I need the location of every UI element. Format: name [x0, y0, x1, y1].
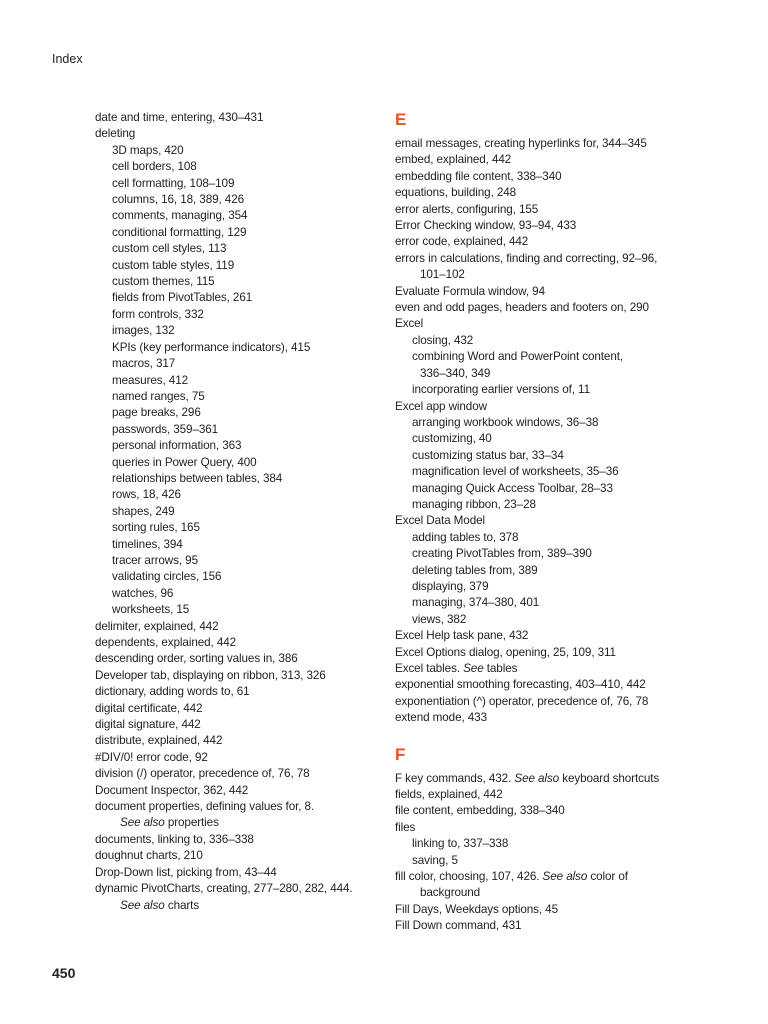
index-entry: Excel [395, 317, 424, 331]
index-entry: Document Inspector, 362, 442 [95, 783, 249, 797]
index-subentry: measures, 412 [112, 373, 189, 387]
index-subentry: managing ribbon, 23–28 [412, 497, 536, 511]
index-entry: Developer tab, displaying on ribbon, 313, 326 [95, 668, 326, 682]
index-subentry: cell formatting, 108–109 [112, 176, 235, 190]
index-entry: #DIV/0! error code, 92 [95, 750, 208, 764]
index-subentry: personal information, 363 [112, 439, 242, 453]
see-also-line: See also charts [120, 898, 200, 912]
index-subentry: macros, 317 [112, 357, 176, 371]
index-entry: fields, explained, 442 [395, 788, 503, 802]
index-subentry: views, 382 [412, 612, 467, 626]
index-entry: doughnut charts, 210 [95, 849, 203, 863]
index-subentry: 3D maps, 420 [112, 143, 184, 157]
index-subentry: incorporating earlier versions of, 11 [412, 383, 590, 397]
index-subentry: queries in Power Query, 400 [112, 455, 257, 469]
index-entry: files [395, 820, 416, 834]
index-entry: extend mode, 433 [395, 711, 487, 725]
page-number: 450 [52, 965, 76, 981]
index-entry: dependents, explained, 442 [95, 636, 237, 649]
index-entry: digital certificate, 442 [95, 701, 203, 715]
index-subentry: customizing, 40 [412, 432, 492, 446]
index-subentry: page breaks, 296 [112, 406, 201, 420]
index-subentry: validating circles, 156 [112, 570, 222, 584]
index-subentry: relationships between tables, 384 [112, 471, 283, 485]
index-entry: digital signature, 442 [95, 718, 201, 732]
index-entry: descending order, sorting values in, 386 [95, 652, 298, 666]
index-subentry: rows, 18, 426 [112, 488, 181, 502]
index-entry: division (/) operator, precedence of, 76, 78 [95, 767, 310, 781]
index-subentry: customizing status bar, 33–34 [412, 448, 564, 462]
index-entry: Evaluate Formula window, 94 [395, 284, 545, 298]
index-entry: documents, linking to, 336–338 [95, 832, 254, 846]
index-entry: document properties, defining values for, 8. [95, 800, 315, 814]
index-entry: date and time, entering, 430–431 [95, 111, 264, 124]
index-entry: equations, building, 248 [395, 186, 517, 200]
index-entry: exponentiation (^) operator, precedence of, 76, 78 [395, 694, 649, 708]
index-entry: error code, explained, 442 [395, 235, 529, 249]
index-subentry: form controls, 332 [112, 307, 204, 321]
index-entry: fill color, choosing, 107, 426. See also color of [395, 870, 628, 884]
index-subentry: watches, 96 [112, 586, 174, 600]
index-subentry: tracer arrows, 95 [112, 553, 198, 567]
index-subentry: linking to, 337–338 [412, 837, 509, 851]
index-subentry: custom cell styles, 113 [112, 242, 227, 256]
index-subentry: worksheets, 15 [112, 603, 190, 617]
index-entry: distribute, explained, 442 [95, 734, 223, 748]
index-column-right [395, 110, 695, 935]
index-entry: error alerts, configuring, 155 [395, 202, 539, 216]
index-subentry: cell borders, 108 [112, 160, 197, 174]
index-subentry: columns, 16, 18, 389, 426 [112, 193, 244, 207]
index-entry-continuation: 336–340, 349 [420, 366, 491, 380]
index-entry: Fill Days, Weekdays options, 45 [395, 902, 558, 916]
section-letter-f: F [395, 744, 406, 764]
index-subentry: deleting tables from, 389 [412, 563, 538, 577]
index-subentry: named ranges, 75 [112, 389, 205, 403]
index-entry: Error Checking window, 93–94, 433 [395, 219, 577, 233]
index-subentry: custom table styles, 119 [112, 258, 235, 272]
index-subentry: magnification level of worksheets, 35–36 [412, 465, 619, 479]
index-subentry: adding tables to, 378 [412, 530, 519, 544]
index-entry: dictionary, adding words to, 61 [95, 685, 250, 699]
index-subentry: sorting rules, 165 [112, 521, 200, 535]
index-subentry: KPIs (key performance indicators), 415 [112, 340, 311, 354]
index-entry: Fill Down command, 431 [395, 919, 522, 933]
index-entry-continuation: 101–102 [420, 268, 465, 282]
index-entry: Excel Help task pane, 432 [395, 629, 529, 643]
index-subentry: arranging workbook windows, 36–38 [412, 415, 599, 429]
index-subentry: closing, 432 [412, 333, 474, 347]
index-entry: Drop-Down list, picking from, 43–44 [95, 865, 277, 879]
index-entry: exponential smoothing forecasting, 403–410, 442 [395, 678, 646, 692]
index-entry: file content, embedding, 338–340 [395, 804, 565, 818]
index-subentry: saving, 5 [412, 853, 458, 867]
index-entry: dynamic PivotCharts, creating, 277–280, 282, 444. [95, 882, 353, 896]
index-column-left [95, 110, 385, 914]
index-entry: Excel tables. See tables [395, 662, 518, 675]
index-entry: embedding file content, 338–340 [395, 169, 562, 183]
index-entry: Excel Options dialog, opening, 25, 109, 311 [395, 645, 616, 659]
index-entry: delimiter, explained, 442 [95, 619, 219, 633]
index-subentry: managing, 374–380, 401 [412, 596, 540, 610]
index-subentry: passwords, 359–361 [112, 422, 219, 436]
index-entry: F key commands, 432. See also keyboard shortcuts [395, 771, 660, 785]
index-entry: email messages, creating hyperlinks for, 344–345 [395, 137, 647, 150]
see-also-line: See also properties [120, 816, 219, 830]
index-entry: errors in calculations, finding and correcting, 92–96, [395, 251, 658, 265]
index-subentry: comments, managing, 354 [112, 209, 248, 223]
section-letter-e: E [395, 110, 407, 129]
index-subentry: custom themes, 115 [112, 275, 215, 289]
index-subentry: shapes, 249 [112, 504, 175, 518]
index-entry: embed, explained, 442 [395, 153, 512, 167]
index-subentry: fields from PivotTables, 261 [112, 291, 253, 305]
index-subentry: combining Word and PowerPoint content, [412, 350, 624, 364]
index-entry: Excel Data Model [395, 514, 485, 528]
index-entry: Excel app window [395, 399, 487, 413]
index-entry: even and odd pages, headers and footers on, 290 [395, 301, 649, 315]
index-entry: deleting [95, 127, 136, 141]
index-subentry: timelines, 394 [112, 537, 183, 551]
running-head: Index [52, 52, 83, 66]
index-subentry: conditional formatting, 129 [112, 225, 247, 239]
index-subentry: managing Quick Access Toolbar, 28–33 [412, 481, 613, 495]
index-subentry: images, 132 [112, 324, 175, 338]
index-entry-continuation: background [420, 886, 481, 900]
index-subentry: creating PivotTables from, 389–390 [412, 547, 592, 561]
index-subentry: displaying, 379 [412, 579, 489, 593]
